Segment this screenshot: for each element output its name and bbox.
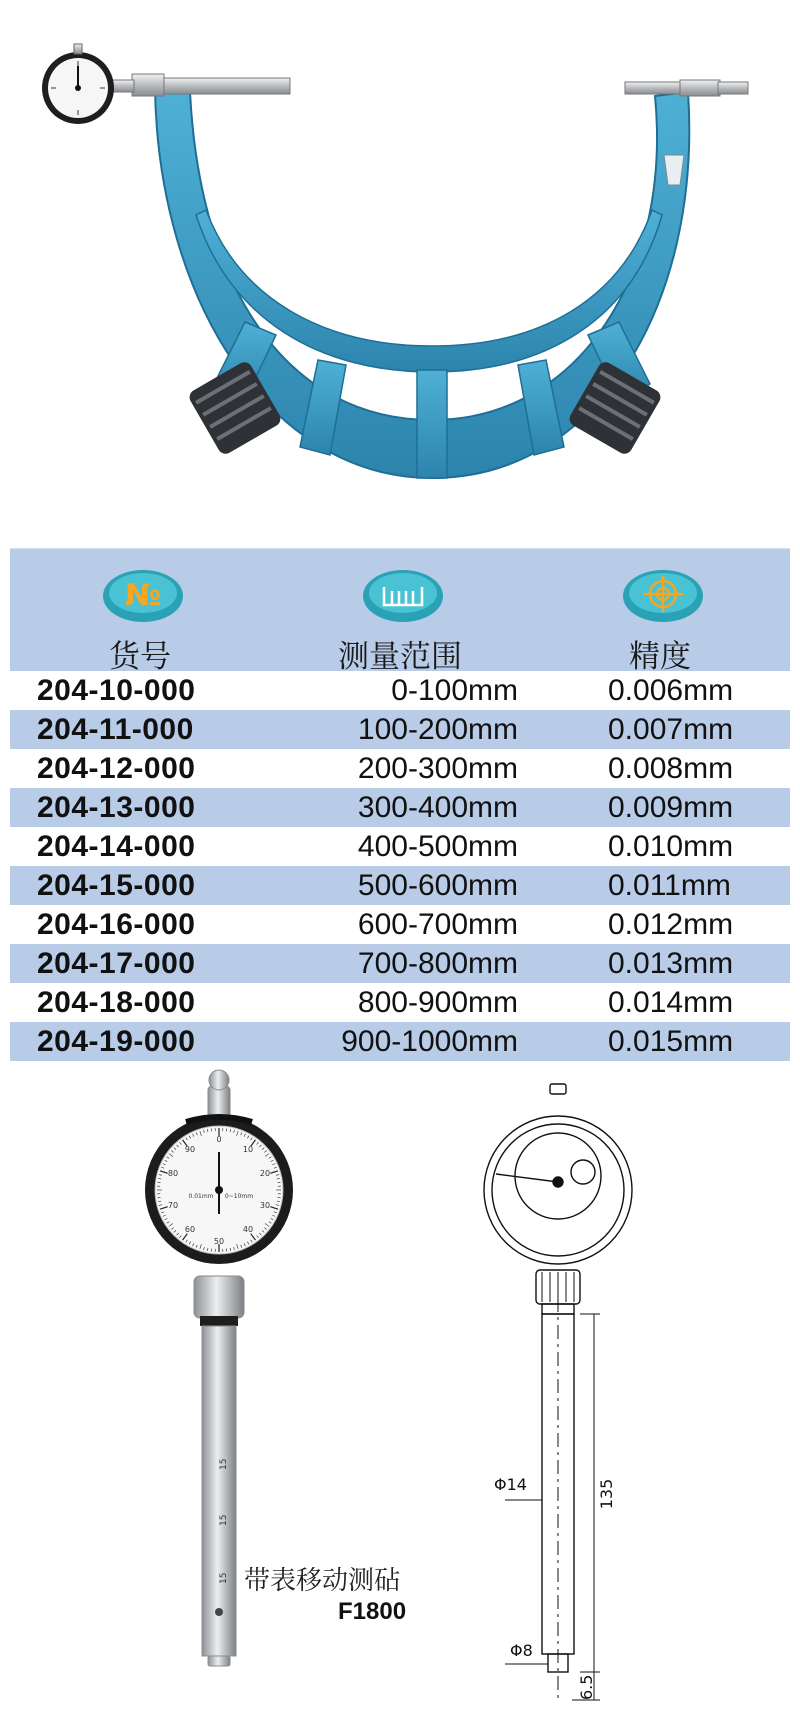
frame-dial-gauge-icon [42, 44, 114, 124]
cell-range: 800-900mm [357, 986, 518, 1019]
table-row [10, 710, 790, 749]
brand-plate [664, 155, 684, 185]
target-crosshair-icon [622, 567, 704, 623]
header-accuracy-label: 精度 [629, 639, 691, 675]
cell-accuracy: 0.010mm [608, 830, 734, 863]
table-row [10, 671, 790, 710]
cell-accuracy: 0.013mm [608, 947, 734, 980]
frame-spoke [417, 370, 447, 478]
cell-range: 100-200mm [357, 713, 518, 746]
svg-text:№: № [124, 578, 162, 613]
dim-length-135: 135 [597, 1478, 616, 1510]
dial-resolution-text: 0.01mm [188, 1193, 214, 1200]
header-accuracy [530, 549, 790, 675]
cell-range: 600-700mm [357, 908, 518, 941]
cell-accuracy: 0.008mm [608, 752, 734, 785]
table-row [10, 827, 790, 866]
cell-code: 204-14-000 [37, 830, 196, 863]
dial-number: 80 [167, 1169, 179, 1178]
dim-length-6-5: 6.5 [577, 1674, 596, 1700]
table-row [10, 983, 790, 1022]
dial-range-text: 0~10mm [224, 1193, 254, 1200]
technical-drawing [484, 1084, 632, 1700]
cell-accuracy: 0.014mm [608, 986, 734, 1019]
dial-number: 0 [216, 1135, 222, 1144]
left-spindle [160, 78, 290, 94]
cell-code: 204-18-000 [37, 986, 196, 1019]
right-anvil [625, 82, 680, 94]
table-row [10, 905, 790, 944]
cell-code: 204-15-000 [37, 869, 196, 902]
cell-accuracy: 0.015mm [608, 1025, 734, 1058]
cell-range: 700-800mm [357, 947, 518, 980]
table-row [10, 1022, 790, 1061]
cell-code: 204-11-000 [37, 713, 194, 746]
dial-number: 30 [259, 1201, 271, 1210]
dial-number: 70 [167, 1201, 179, 1210]
accessory-code: F1800 [338, 1598, 407, 1625]
dim-diameter-8: Φ8 [510, 1641, 533, 1660]
header-range-label: 测量范围 [338, 639, 462, 675]
cell-range: 500-600mm [357, 869, 518, 902]
cell-code: 204-10-000 [37, 674, 196, 707]
cell-range: 200-300mm [357, 752, 518, 785]
dial-number: 60 [184, 1225, 196, 1234]
dial-number: 50 [213, 1237, 225, 1246]
dial-number: 40 [242, 1225, 254, 1234]
number-badge-icon [102, 567, 184, 623]
cell-code: 204-17-000 [37, 947, 196, 980]
cell-accuracy: 0.011mm [608, 869, 731, 902]
accessory-name: 带表移动测砧 [244, 1566, 401, 1596]
spec-table [10, 548, 790, 1061]
header-code-label: 货号 [109, 639, 171, 675]
cell-range: 300-400mm [357, 791, 518, 824]
micrometer-illustration [0, 0, 800, 540]
measuring-range-icon [362, 567, 444, 623]
cell-range: 0-100mm [391, 674, 518, 707]
dial-number: 10 [242, 1145, 254, 1154]
cell-accuracy: 0.009mm [608, 791, 734, 824]
dim-diameter-14: Φ14 [494, 1475, 527, 1494]
table-row [10, 866, 790, 905]
table-header [10, 549, 790, 675]
header-code [10, 549, 270, 675]
cell-code: 204-16-000 [37, 908, 196, 941]
header-range [270, 549, 530, 675]
table-row [10, 944, 790, 983]
table-body [10, 671, 790, 1061]
cell-code: 204-12-000 [37, 752, 196, 785]
dial-number: 20 [259, 1169, 271, 1178]
cell-range: 900-1000mm [341, 1025, 518, 1058]
cell-accuracy: 0.007mm [608, 713, 734, 746]
cell-accuracy: 0.006mm [608, 674, 734, 707]
table-row [10, 788, 790, 827]
cell-code: 204-19-000 [37, 1025, 196, 1058]
cell-accuracy: 0.012mm [608, 908, 734, 941]
rod-mark: 15 [219, 1514, 229, 1526]
cell-code: 204-13-000 [37, 791, 196, 824]
cell-range: 400-500mm [357, 830, 518, 863]
rod-mark: 15 [219, 1458, 229, 1470]
table-row [10, 749, 790, 788]
rod-mark: 15 [219, 1572, 229, 1584]
dial-number: 90 [184, 1145, 196, 1154]
